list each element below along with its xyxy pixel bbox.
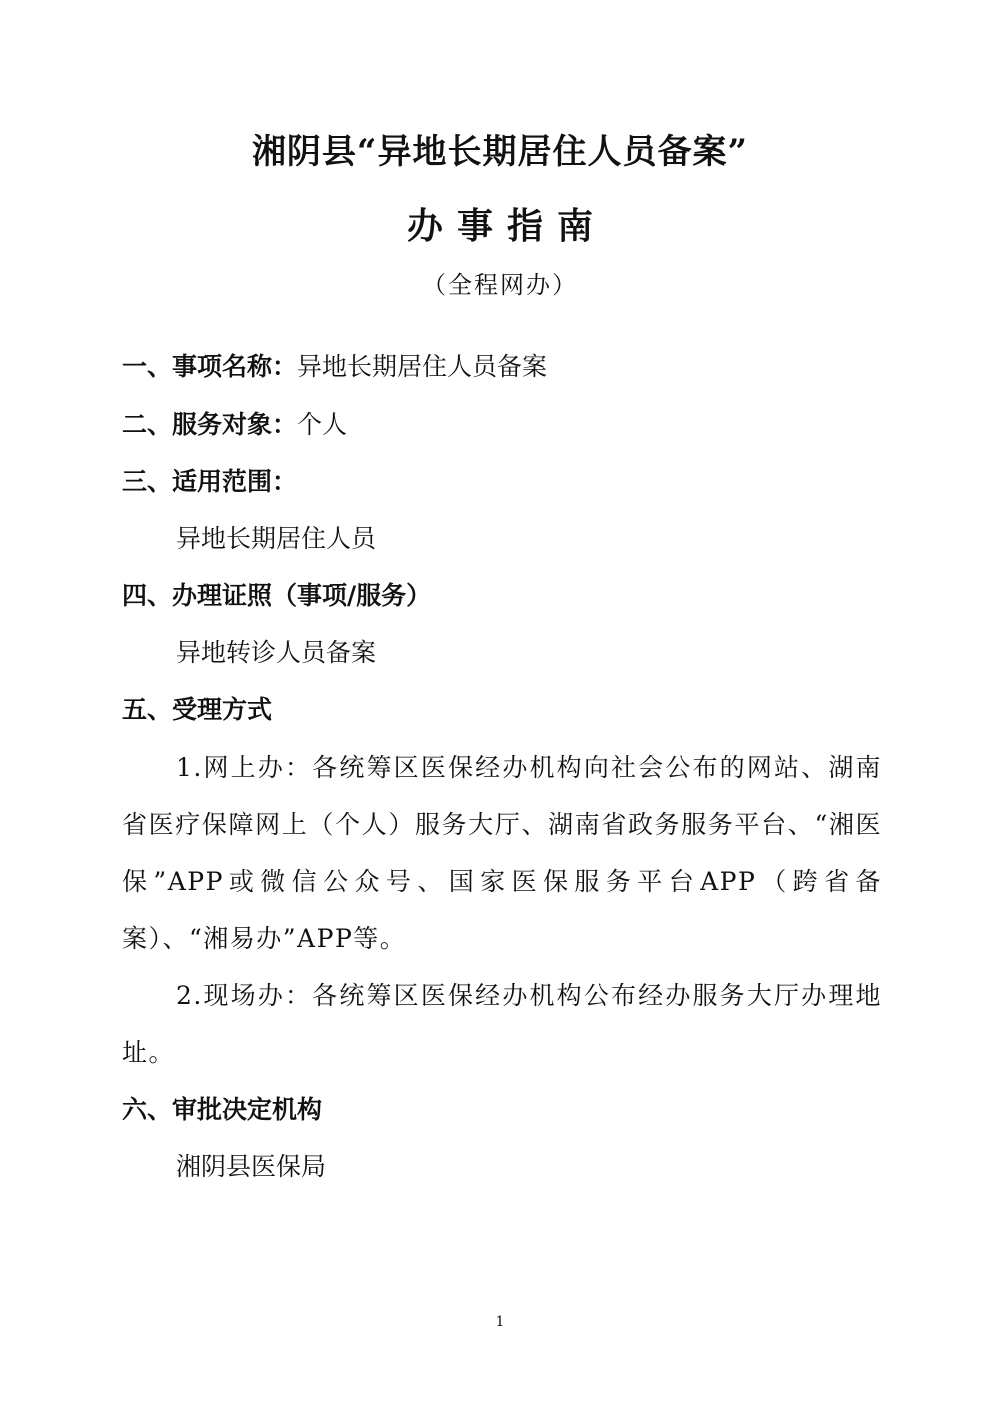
document-note: （全程网办）: [422, 271, 578, 299]
acceptance-onsite-paragraph: 2.现场办：各统筹区医保经办机构公布经办服务大厅办理地址。: [122, 981, 882, 1067]
document-title: 湘阴县“异地长期居住人员备案”: [251, 132, 749, 172]
acceptance-online-paragraph: 1.网上办：各统筹区医保经办机构向社会公布的网站、湖南省医疗保障网上（个人）服务大厅、湖南省政务服务平台、“湘医保”APP或微信公众号、国家医保服务平台APP（跨省备案）、“湘易办”APP等。: [122, 753, 882, 953]
section-certificate-value: 异地转诊人员备案: [176, 638, 377, 667]
section-scope-heading: 三、适用范围：: [122, 467, 298, 496]
section-label: 一、事项名称：: [122, 352, 298, 381]
section-authority-value: 湘阴县医保局: [176, 1152, 327, 1181]
page-number: 1: [495, 1314, 505, 1330]
section-authority-heading: 六、审批决定机构: [122, 1095, 323, 1124]
section-scope-value: 异地长期居住人员: [176, 524, 377, 553]
section-label: 二、服务对象：: [122, 410, 298, 439]
section-item-name: [122, 352, 547, 382]
section-acceptance-heading: 五、受理方式: [122, 695, 273, 724]
section-certificate-heading: 四、办理证照（事项/服务）: [122, 581, 432, 610]
section-service-target: [122, 410, 347, 440]
section-value: 异地长期居住人员备案: [297, 352, 548, 381]
section-value: 个人: [297, 410, 348, 439]
document-subtitle: 办事指南: [406, 205, 607, 247]
